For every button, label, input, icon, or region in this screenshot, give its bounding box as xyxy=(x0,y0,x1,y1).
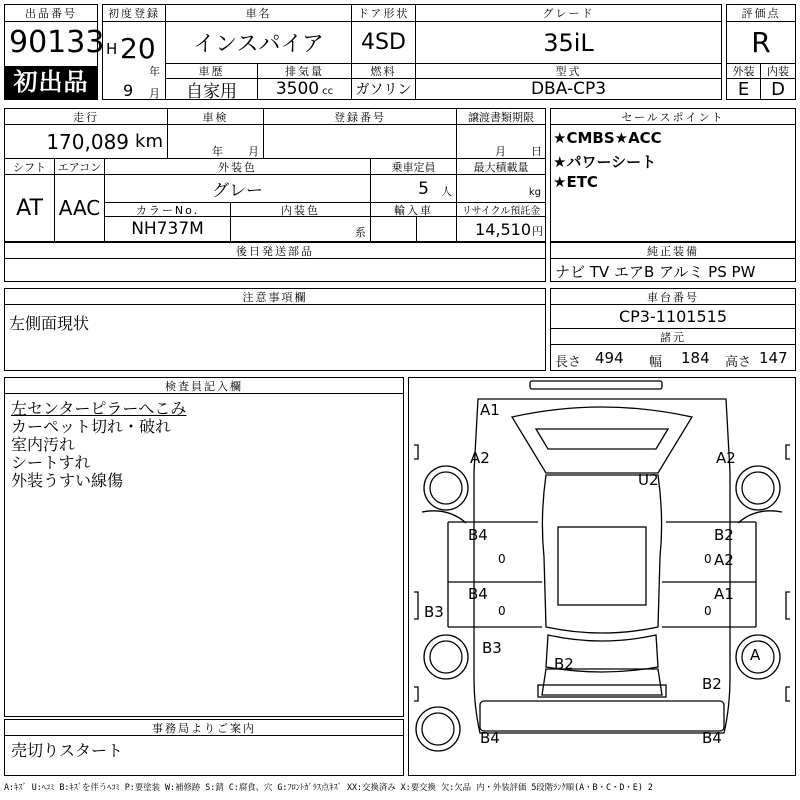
svg-text:0: 0 xyxy=(498,604,506,618)
model-code-label: 型式 xyxy=(416,64,721,79)
score: R xyxy=(727,22,795,64)
inspection-label: 車検 xyxy=(168,109,264,125)
mark-a2-right: A2 xyxy=(716,449,736,467)
mileage-cell xyxy=(5,125,168,159)
inspector-label: 検査員記入欄 xyxy=(5,378,403,394)
score-box xyxy=(726,4,796,100)
import-label: 輸入車 xyxy=(371,203,457,217)
inspector-note-1: 左センターピラーへこみ xyxy=(11,399,187,418)
first-registration-label: 初度登録 xyxy=(103,5,166,22)
exterior-color-label: 外装色 xyxy=(105,159,371,175)
vehicle-details-box xyxy=(4,108,546,242)
first-listing-badge: 初出品 xyxy=(5,66,97,99)
recycle-fee-cell xyxy=(457,217,545,241)
notes: 左側面現状 xyxy=(9,314,90,333)
recycle-fee-label: リサイクル預託金 xyxy=(457,203,545,217)
sales-point-1: ★CMBS★ACC xyxy=(553,129,662,147)
notes-label: 注意事項欄 xyxy=(5,289,545,305)
plate-number xyxy=(264,125,457,159)
capacity-cell xyxy=(371,175,457,203)
fuel: ガソリン xyxy=(352,79,416,99)
lot-number-box xyxy=(4,4,105,100)
door-type-label: ドア形状 xyxy=(352,5,416,22)
mark-a1-right-rear: A1 xyxy=(714,585,734,603)
capacity-label: 乗車定員 xyxy=(371,159,457,175)
interior-color-label: 内装色 xyxy=(231,203,371,217)
mark-b3-left-side: B3 xyxy=(424,603,444,621)
transfer-month-unit: 月 xyxy=(495,145,506,158)
transfer-deadline-label: 譲渡書類期限 xyxy=(457,109,545,125)
mark-b3-left-rear: B3 xyxy=(482,639,502,657)
displacement: 3500 xyxy=(275,79,320,99)
chassis-label: 車台番号 xyxy=(551,289,795,305)
recycle-fee: 14,510 xyxy=(475,219,531,239)
lot-number-label: 出品番号 xyxy=(5,5,97,22)
recycle-fee-unit: 円 xyxy=(532,225,543,238)
grade-label: グレード xyxy=(416,5,721,22)
mark-a2-right-door: A2 xyxy=(714,551,734,569)
equipment-box xyxy=(550,242,796,282)
chassis-box xyxy=(550,288,796,371)
mark-b4-left-front: B4 xyxy=(468,526,488,544)
width-label: 幅 xyxy=(649,355,663,370)
exterior-color: グレー xyxy=(105,175,371,203)
office-message: 売切りスタート xyxy=(11,741,124,760)
equipment-label: 純正装備 xyxy=(551,243,795,259)
inspector-note-3: 室内汚れ xyxy=(11,435,76,454)
mark-b2-right-rear: B2 xyxy=(702,675,722,693)
mark-b4-bottom-right: B4 xyxy=(702,729,722,747)
interior-grade: D xyxy=(771,79,785,99)
mark-a2-left: A2 xyxy=(470,449,490,467)
interior-label: 内装 xyxy=(761,64,795,79)
mark-b2-rear: B2 xyxy=(554,655,574,673)
inspector-note-5: 外装うすい線傷 xyxy=(11,471,124,490)
transfer-day-unit: 日 xyxy=(531,145,542,158)
fuel-label: 燃料 xyxy=(352,64,416,79)
length-label: 長さ xyxy=(555,355,582,370)
sales-points-box xyxy=(550,108,796,242)
score-label: 評価点 xyxy=(727,5,795,22)
interior-color-unit: 系 xyxy=(355,226,366,239)
legend: A:ｷｽﾞ U:ﾍｺﾐ B:ｷｽﾞを伴うﾍｺﾐ P:要塗装 W:補修跡 S:錆 C:腐食、穴 G:ﾌﾛﾝﾄｶﾞﾗｽ点ｷｽﾞ XX:交換済み X:要交換 欠:欠品 内・外装評価 5段階ﾗﾝｸ順(A・B・C・D・E) 2 xyxy=(4,782,653,792)
svg-text:0: 0 xyxy=(704,604,712,618)
inspector-note-2: カーペット切れ・破れ xyxy=(11,417,172,436)
mileage-unit: km xyxy=(135,131,163,152)
color-number: NH737M xyxy=(105,217,231,241)
registration-month: 9 xyxy=(123,81,134,100)
vehicle-header-box xyxy=(102,4,722,100)
exterior-grade: E xyxy=(727,79,761,99)
history-label: 車歴 xyxy=(166,64,258,79)
aircon: AAC xyxy=(55,175,105,241)
capacity: 5 xyxy=(418,178,429,199)
registration-year: 20 xyxy=(120,32,156,65)
max-load-unit: kg xyxy=(528,187,541,198)
car-name: インスパイア xyxy=(166,22,352,64)
door-type: 4SD xyxy=(352,22,416,64)
inspector-box xyxy=(4,377,404,717)
lot-number: 90133 xyxy=(9,25,105,60)
mileage-label: 走行 xyxy=(5,109,168,125)
capacity-unit: 人 xyxy=(441,184,452,198)
inspection-year-unit: 年 xyxy=(212,145,223,158)
car-name-label: 車名 xyxy=(166,5,352,22)
displacement-cell xyxy=(258,79,352,99)
grade: 35iL xyxy=(416,22,721,64)
specs-label: 諸元 xyxy=(551,329,795,345)
mileage: 170,089 xyxy=(46,129,130,154)
mark-a1-front: A1 xyxy=(480,401,500,419)
registration-era: H xyxy=(106,40,118,58)
interior-color-cell xyxy=(231,217,371,241)
height: 147 xyxy=(759,349,788,367)
office-label: 事務局よりご案内 xyxy=(5,720,403,736)
sales-point-3: ★ETC xyxy=(553,173,598,191)
notes-box xyxy=(4,288,546,371)
sales-point-2: ★パワーシート xyxy=(553,153,657,171)
history: 自家用 xyxy=(166,79,258,99)
later-parts-box xyxy=(4,242,546,282)
import-cell-a xyxy=(371,217,417,241)
svg-text:0: 0 xyxy=(498,552,506,566)
mark-b4-bottom-left: B4 xyxy=(480,729,500,747)
displacement-unit: cc xyxy=(322,85,334,97)
import-cell-b xyxy=(417,217,457,241)
mark-b2-right-front: B2 xyxy=(714,526,734,544)
mark-u2: U2 xyxy=(638,471,659,489)
chassis-number: CP3-1101515 xyxy=(551,305,795,329)
svg-text:0: 0 xyxy=(704,552,712,566)
sales-points-label: セールスポイント xyxy=(551,109,795,125)
equipment: ナビ TV エアB アルミ PS PW xyxy=(555,263,756,281)
width: 184 xyxy=(681,349,710,367)
displacement-label: 排気量 xyxy=(258,64,352,79)
shift: AT xyxy=(5,175,55,241)
aircon-label: エアコン xyxy=(55,159,105,175)
exterior-label: 外装 xyxy=(727,64,761,79)
car-damage-diagram xyxy=(408,377,796,776)
inspection-month-unit: 月 xyxy=(248,145,259,158)
shift-label: シフト xyxy=(5,159,55,175)
height-label: 高さ xyxy=(725,355,752,370)
model-code: DBA-CP3 xyxy=(530,79,607,99)
length: 494 xyxy=(595,349,624,367)
office-box xyxy=(4,719,404,776)
registration-year-unit: 年 xyxy=(149,65,160,78)
registration-month-unit: 月 xyxy=(149,87,160,100)
plate-number-label: 登録番号 xyxy=(264,109,457,125)
max-load-label: 最大積載量 xyxy=(457,159,545,175)
inspector-note-4: シートすれ xyxy=(11,453,91,472)
color-number-label: カラーNo. xyxy=(105,203,231,217)
max-load-cell xyxy=(457,175,545,203)
mark-a-right-wheel: A xyxy=(750,646,761,664)
mark-b4-left-rear: B4 xyxy=(468,585,488,603)
later-parts-label: 後日発送部品 xyxy=(5,243,545,259)
